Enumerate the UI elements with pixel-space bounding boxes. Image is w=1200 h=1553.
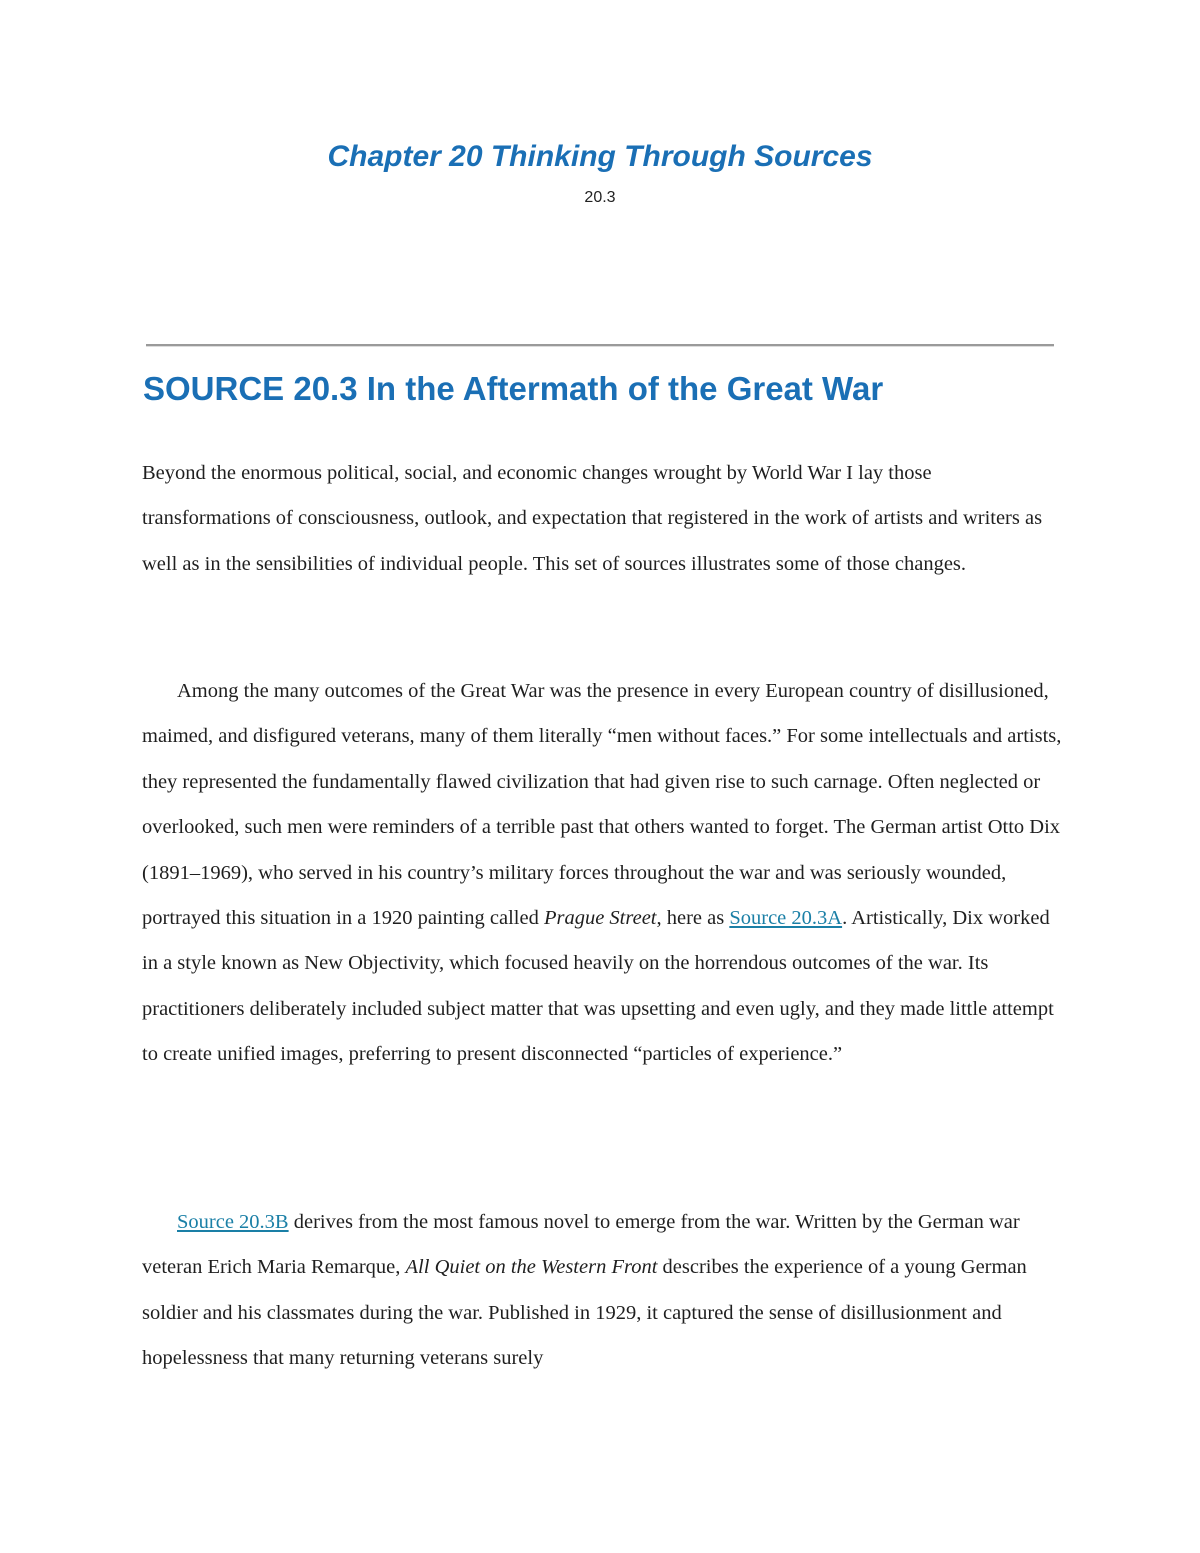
paragraph-text: Among the many outcomes of the Great War was the presence in every European country of disillusioned, maimed, and disfigured veterans, many of them literally “men without faces.” For some intellectuals and artists, they represented the fundamentally flawed civilization that had given rise to such carnage. Often neglected or overlooked, such men were reminders of a terrible past that others wanted to forget. The German artist Otto Dix (1891–1969), who served in his country’s military forces throughout the war and was seriously wounded, portrayed this situation in a 1920 painting called: [142, 680, 1062, 930]
otto-dix-paragraph: [142, 669, 1062, 1078]
source-20-3a-link[interactable]: Source 20.3A: [729, 907, 843, 930]
novel-title: All Quiet on the Western Front: [405, 1256, 658, 1279]
remarque-paragraph: [142, 1200, 1062, 1382]
chapter-number: 20.3: [584, 189, 616, 206]
paragraph-text: . Artistically, Dix worked in a style known as New Objectivity, which focused heavily on the horrendous outcomes of the war. Its practitioners deliberately included subject matter that was upsetting and even ugly, and they made little attempt to create unified images, preferring to present disconnected “particles of experience.”: [142, 907, 1054, 1066]
horizontal-divider: [146, 344, 1054, 347]
section-heading: SOURCE 20.3 In the Aftermath of the Great War: [143, 370, 884, 407]
paragraph-text: derives from the most famous novel to emerge from the war. Written by the German war veteran Erich Maria Remarque,: [142, 1211, 1020, 1279]
source-20-3b-link[interactable]: Source 20.3B: [177, 1211, 289, 1233]
chapter-title: Chapter 20 Thinking Through Sources: [327, 140, 873, 173]
painting-title: Prague Street: [543, 907, 657, 930]
intro-paragraph: [142, 451, 1062, 587]
paragraph-text: , here as: [656, 907, 730, 930]
intro-paragraph-text: Beyond the enormous political, social, and economic changes wrought by World War I lay those transformations of consciousness, outlook, and expectation that registered in the work of artists and writers as well as in the sensibilities of individual people. This set of sources illustrates some of those changes.: [142, 462, 1043, 575]
paragraph-text: describes the experience of a young German soldier and his classmates during the war. Published in 1929, it captured the sense of disillusionment and hopelessness that many returning veterans surely: [142, 1256, 1027, 1370]
